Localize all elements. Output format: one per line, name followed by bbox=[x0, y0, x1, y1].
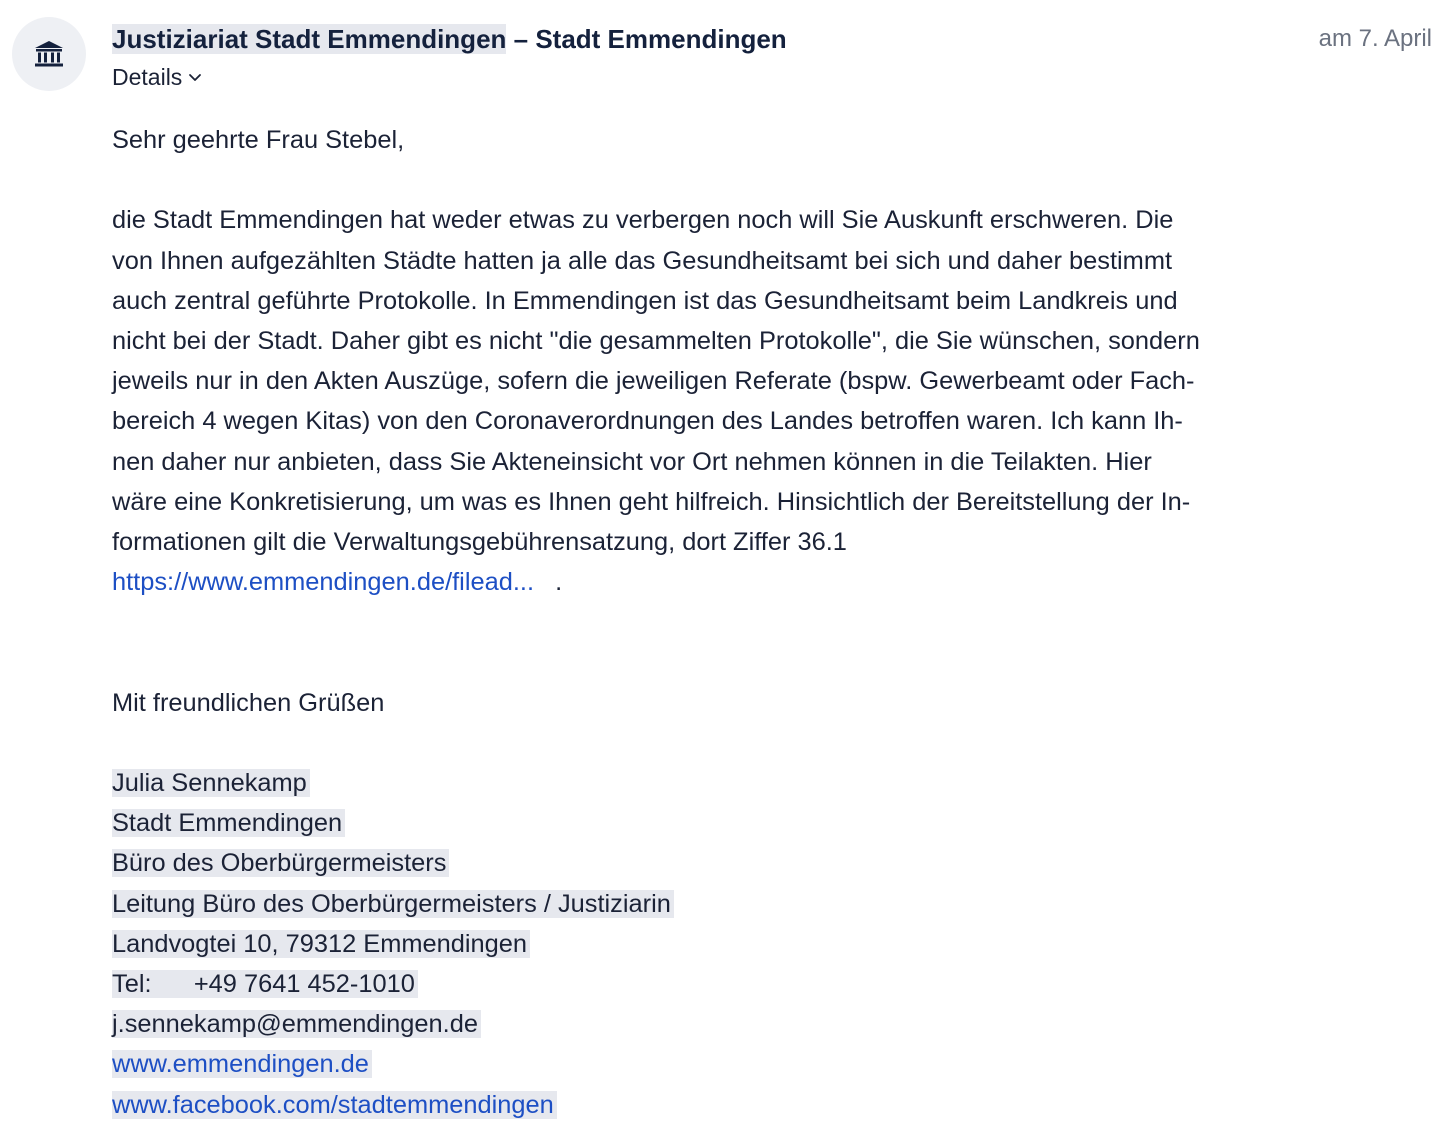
paragraph-line: wäre eine Konkretisierung, um was es Ihnen geht hilfreich. Hinsichtlich der Bereitstellung der In- bbox=[112, 487, 1191, 516]
sender-name[interactable]: Justiziariat Stadt Emmendingen bbox=[112, 24, 507, 54]
paragraph-line: die Stadt Emmendingen hat weder etwas zu verbergen noch will Sie Auskunft erschweren. Die bbox=[112, 206, 1174, 235]
institution-icon bbox=[34, 40, 64, 68]
paragraph-line: nicht bei der Stadt. Daher gibt es nicht "die gesammelten Protokolle", die Sie wünschen, sondern bbox=[112, 326, 1200, 355]
closing: Mit freundlichen Grüßen bbox=[112, 688, 385, 717]
sender-separator: – bbox=[506, 24, 536, 54]
paragraph-line: bereich 4 wegen Kitas) von den Coronaverordnungen des Landes betroffen waren. Ich kann Ih- bbox=[112, 407, 1183, 436]
signature-name: Julia Sennekamp bbox=[112, 769, 310, 797]
paragraph-line: von Ihnen aufgezählten Städte hatten ja alle das Gesundheitsamt bei sich und daher bestimmt bbox=[112, 246, 1173, 275]
signature-office: Büro des Oberbürgermeisters bbox=[112, 849, 449, 877]
paragraph-line: formationen gilt die Verwaltungsgebührensatzung, dort Ziffer 36.1 bbox=[112, 527, 847, 556]
signature-org: Stadt Emmendingen bbox=[112, 809, 345, 837]
greeting: Sehr geehrte Frau Stebel, bbox=[112, 126, 405, 154]
link-suffix: . bbox=[534, 568, 563, 597]
signature-tel bbox=[112, 970, 418, 998]
paragraph-line: jeweils nur in den Akten Auszüge, sofern die jeweiligen Referate (bspw. Gewerbeamt oder Fach- bbox=[112, 367, 1195, 396]
body-paragraph bbox=[112, 200, 1337, 602]
sender-org: Stadt Emmendingen bbox=[535, 24, 787, 54]
tel-label: Tel: bbox=[112, 969, 152, 998]
signature-email[interactable]: j.sennekamp@emmendingen.de bbox=[112, 1010, 481, 1038]
link-line bbox=[112, 562, 1337, 602]
message-body bbox=[112, 120, 1337, 1125]
sender-avatar bbox=[12, 17, 86, 91]
website-link[interactable]: www.emmendingen.de bbox=[112, 1050, 369, 1079]
signature-address: Landvogtei 10, 79312 Emmendingen bbox=[112, 930, 530, 958]
signature-role: Leitung Büro des Oberbürgermeisters / Justiziarin bbox=[112, 890, 674, 918]
facebook-link[interactable]: www.facebook.com/stadtemmendingen bbox=[112, 1090, 554, 1119]
paragraph-line: nen daher nur anbieten, dass Sie Akteneinsicht vor Ort nehmen können in die Teilakten. Hier bbox=[112, 447, 1152, 476]
details-toggle[interactable] bbox=[112, 60, 202, 94]
message-date: am 7. April bbox=[1318, 25, 1432, 52]
fileadmin-link[interactable]: https://www.emmendingen.de/filead... bbox=[112, 568, 534, 597]
signature bbox=[112, 763, 1337, 1125]
tel-spacing bbox=[152, 970, 194, 998]
details-label: Details bbox=[112, 64, 183, 90]
paragraph-line: auch zentral geführte Protokolle. In Emmendingen ist das Gesundheitsamt beim Landkreis und bbox=[112, 286, 1178, 315]
tel-number[interactable]: +49 7641 452-1010 bbox=[193, 969, 415, 998]
chevron-down-icon bbox=[188, 71, 202, 83]
message-sender bbox=[112, 20, 787, 58]
